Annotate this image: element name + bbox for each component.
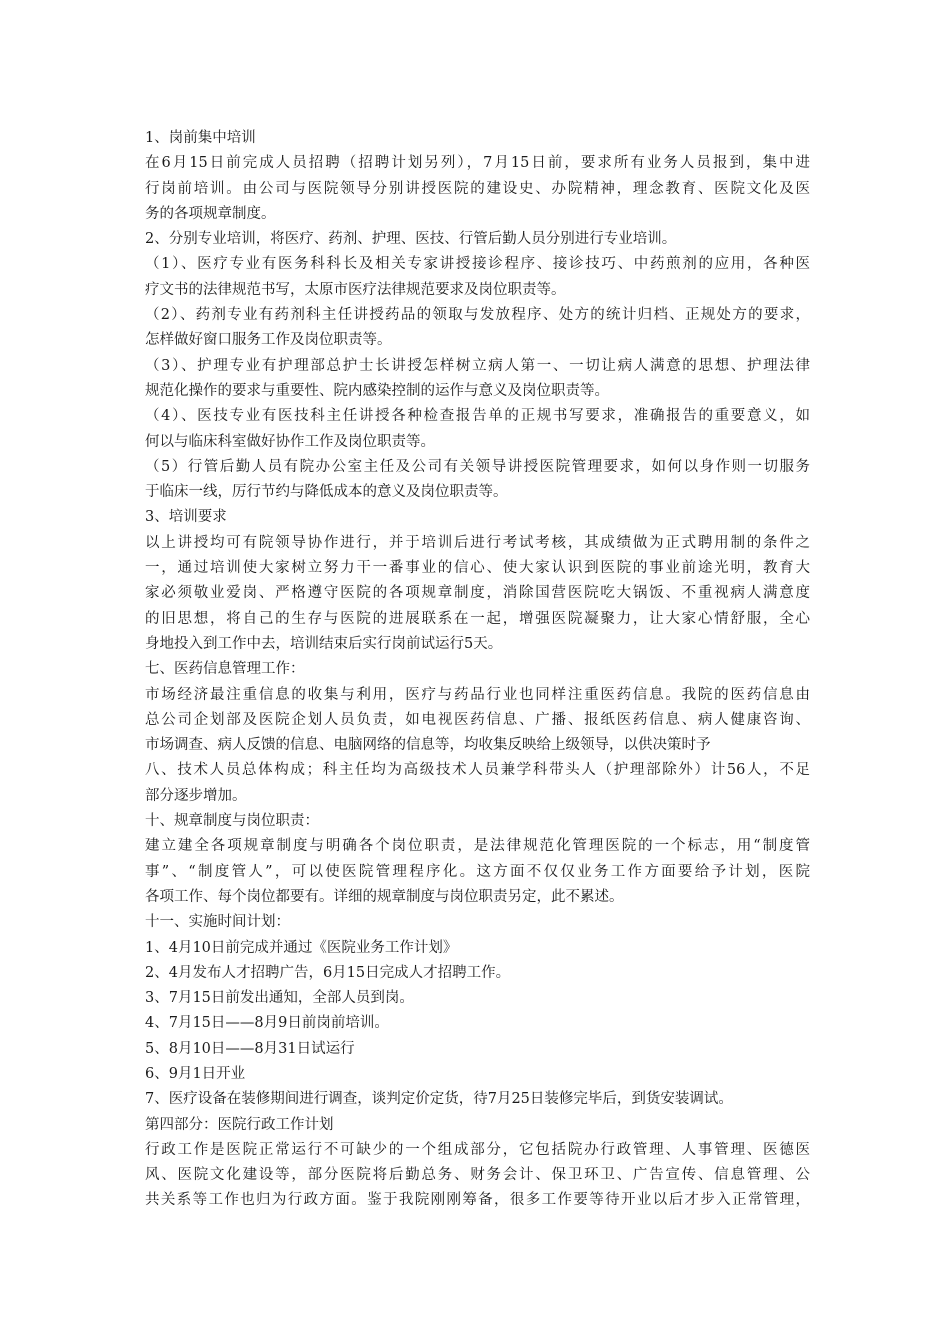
text-line: 规范化操作的要求与重要性、院内感染控制的运作与意义及岗位职责等。 (145, 382, 609, 399)
text-line: 第四部分：医院行政工作计划 (145, 1116, 334, 1133)
text-line: 务的各项规章制度。 (145, 205, 276, 222)
text-line: 6、9月1日开业 (145, 1065, 246, 1082)
text-line: 十一、实施时间计划： (145, 914, 290, 931)
text-line: 一，通过培训使大家树立努力干一番事业的信心、使大家认识到医院的事业前途光明，教育大 (145, 560, 810, 577)
text-line: 1、4月10日前完成并通过《医院业务工作计划》 (145, 939, 458, 956)
text-line: 市场经济最注重信息的收集与利用，医疗与药品行业也同样注重医药信息。我院的医药信息由 (145, 686, 810, 703)
text-line: 5、8月10日——8月31日试运行 (145, 1040, 355, 1057)
text-line: 4、7月15日——8月9日前岗前培训。 (145, 1015, 389, 1032)
text-line: （1）、医疗专业有医务科科长及相关专家讲授接诊程序、接诊技巧、中药煎剂的应用，各种医 (145, 256, 810, 273)
text-line: 家必须敬业爱岗、严格遵守医院的各项规章制度，消除国营医院吃大锅饭、不重视病人满意度 (145, 585, 810, 602)
text-line: 事”、“制度管人”，可以使医院管理程序化。这方面不仅仅业务工作方面要给予计划，医院 (145, 863, 810, 880)
text-line: 2、4月发布人才招聘广告，6月15日完成人才招聘工作。 (145, 964, 511, 981)
text-line: 行岗前培训。由公司与医院领导分别讲授医院的建设史、办院精神，理念教育、医院文化及医 (145, 180, 810, 197)
text-line: 以上讲授均可有院领导协作进行，并于培训后进行考试考核，其成绩做为正式聘用制的条件之 (145, 534, 810, 551)
text-line: 3、7月15日前发出通知，全部人员到岗。 (145, 990, 414, 1007)
text-line: 八、技术人员总体构成；科主任均为高级技术人员兼学科带头人（护理部除外）计56人，不足 (145, 762, 810, 779)
text-line: 于临床一线，厉行节约与降低成本的意义及岗位职责等。 (145, 484, 508, 501)
text-line: 市场调查、病人反馈的信息、电脑网络的信息等，均收集反映给上级领导，以供决策时予 (145, 737, 711, 754)
text-line: 身地投入到工作中去，培训结束后实行岗前试运行5天。 (145, 635, 503, 652)
text-line: 部分逐步增加。 (145, 787, 247, 804)
text-line: 1、岗前集中培训 (145, 130, 256, 146)
text-line: 的旧思想，将自己的生存与医院的进展联系在一起，增强医院凝聚力，让大家心情舒服，全心 (145, 610, 810, 627)
text-line: 怎样做好窗口服务工作及岗位职责等。 (145, 332, 392, 349)
text-line: 7、医疗设备在装修期间进行调查，谈判定价定货，待7月25日装修完毕后，到货安装调试。 (145, 1091, 733, 1108)
text-line: 建立建全各项规章制度与明确各个岗位职责，是法律规范化管理医院的一个标志，用“制度管 (145, 838, 810, 855)
text-line: 风、医院文化建设等，部分医院将后勤总务、财务会计、保卫环卫、广告宣传、信息管理、公 (145, 1167, 810, 1184)
text-line: 总公司企划部及医院企划人员负责，如电视医药信息、广播、报纸医药信息、病人健康咨询、 (145, 711, 810, 728)
document-page (145, 126, 810, 1214)
text-line: 共关系等工作也归为行政方面。鉴于我院刚刚筹备，很多工作要等待开业以后才步入正常管理， (145, 1192, 810, 1209)
text-line: （2）、药剂专业有药剂科主任讲授药品的领取与发放程序、处方的统计归档、正规处方的要求， (145, 307, 810, 324)
text-line: 疗文书的法律规范书写，太原市医疗法律规范要求及岗位职责等。 (145, 281, 566, 298)
text-line: 行政工作是医院正常运行不可缺少的一个组成部分，它包括院办行政管理、人事管理、医德医 (145, 1141, 810, 1158)
text-line: 2、分别专业培训，将医疗、药剂、护理、医技、行管后勤人员分别进行专业培训。 (145, 231, 677, 248)
text-line: 各项工作、每个岗位都要有。详细的规章制度与岗位职责另定，此不累述。 (145, 888, 624, 905)
text-line: 十、规章制度与岗位职责： (145, 813, 319, 830)
text-line: 在6月15日前完成人员招聘（招聘计划另列），7月15日前，要求所有业务人员报到，集中进 (145, 155, 810, 172)
text-line: （5）行管后勤人员有院办公室主任及公司有关领导讲授医院管理要求，如何以身作则一切服务 (145, 458, 810, 475)
text-line: 何以与临床科室做好协作工作及岗位职责等。 (145, 433, 435, 450)
text-line: （3）、护理专业有护理部总护士长讲授怎样树立病人第一、一切让病人满意的思想、护理法律 (145, 357, 810, 374)
text-line: （4）、医技专业有医技科主任讲授各种检查报告单的正规书写要求，准确报告的重要意义，如 (145, 408, 810, 425)
text-line: 3、培训要求 (145, 509, 227, 526)
text-line: 七、医药信息管理工作： (145, 661, 305, 678)
